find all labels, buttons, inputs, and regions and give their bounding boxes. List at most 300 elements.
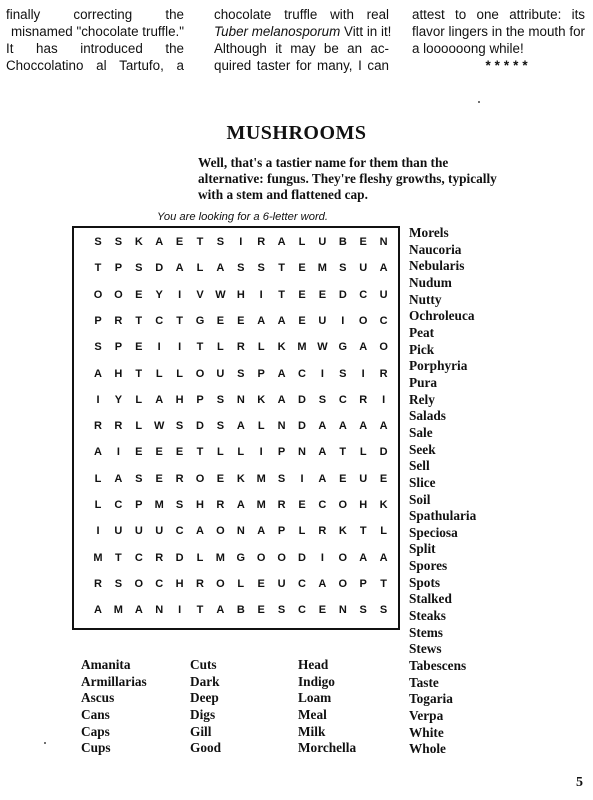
grid-letter: A <box>318 420 327 433</box>
grid-row <box>92 368 392 384</box>
grid-letter: A <box>379 551 388 564</box>
grid-letter: S <box>339 367 347 380</box>
grid-letter: E <box>318 604 327 617</box>
word-item: Meal <box>298 706 327 722</box>
grid-letter: O <box>195 367 205 380</box>
grid-letter: A <box>318 472 327 485</box>
word-item: Nudum <box>409 274 452 290</box>
word-item: Cups <box>81 740 111 756</box>
word-item: Stews <box>409 641 442 657</box>
text-line: Choccolatino al Tartufo, a <box>6 58 184 73</box>
grid-letter: H <box>175 577 184 590</box>
grid-letter: N <box>277 420 286 433</box>
grid-letter: S <box>175 420 184 433</box>
grid-letter: C <box>155 577 164 590</box>
grid-letter: H <box>114 367 123 380</box>
grid-letter: N <box>338 604 347 617</box>
grid-letter: E <box>216 314 225 327</box>
grid-letter: P <box>277 525 286 538</box>
word-item: Spathularia <box>409 508 477 524</box>
grid-letter: D <box>379 446 388 459</box>
latin-tail: Vitt in it! <box>340 24 392 39</box>
grid-letter: A <box>94 446 102 459</box>
grid-letter: T <box>278 262 285 275</box>
grid-letter: U <box>114 525 123 538</box>
grid-letter: K <box>379 499 388 511</box>
grid-letter: U <box>318 314 327 327</box>
word-item: Soil <box>409 491 431 507</box>
text-column-2 <box>214 6 392 74</box>
grid-letter: O <box>93 288 103 301</box>
grid-letter: A <box>236 499 245 511</box>
grid-letter: D <box>298 420 306 433</box>
word-item: Ascus <box>81 690 115 706</box>
grid-letter: M <box>317 262 327 275</box>
grid-letter: T <box>339 446 347 459</box>
grid-letter: B <box>338 236 347 248</box>
grid-letter: O <box>216 525 225 538</box>
print-speck <box>478 101 480 103</box>
grid-letter: C <box>298 604 306 617</box>
grid-letter: U <box>155 525 164 538</box>
grid-letter: A <box>257 525 266 538</box>
grid-letter: E <box>359 236 367 248</box>
word-item: Amanita <box>81 657 131 672</box>
grid-letter: I <box>259 446 263 459</box>
grid-letter: I <box>178 604 182 617</box>
grid-letter: U <box>134 525 143 538</box>
grid-row <box>92 604 392 620</box>
grid-letter: O <box>216 577 225 590</box>
grid-letter: T <box>196 604 204 617</box>
grid-letter: A <box>216 262 225 275</box>
grid-letter: M <box>154 499 164 511</box>
grid-letter: S <box>114 577 123 590</box>
word-item: Spores <box>409 558 448 574</box>
grid-letter: M <box>256 499 266 511</box>
word-item: Deep <box>190 690 219 706</box>
grid-letter: U <box>216 367 225 380</box>
grid-letter: A <box>277 393 286 406</box>
word-item: Stems <box>409 624 443 640</box>
grid-letter: O <box>338 499 348 511</box>
word-item: Tabescens <box>409 658 467 674</box>
grid-letter: S <box>237 262 245 275</box>
word-item: White <box>409 724 444 740</box>
grid-letter: O <box>134 577 144 590</box>
grid-letter: C <box>359 288 368 301</box>
word-item: Split <box>409 541 436 557</box>
word-item: Rely <box>409 391 435 407</box>
grid-letter: R <box>359 393 368 406</box>
grid-letter: R <box>94 420 102 433</box>
text-line: It has introduced the <box>6 41 184 56</box>
grid-letter: V <box>196 288 204 301</box>
word-item: Sell <box>409 458 430 474</box>
grid-letter: O <box>338 577 348 590</box>
grid-letter: G <box>338 341 348 354</box>
print-speck <box>44 742 46 744</box>
word-item: Caps <box>81 723 110 739</box>
latin-name: Tuber melanosporum <box>214 24 341 39</box>
grid-letter: K <box>338 525 347 538</box>
grid-letter: S <box>237 367 245 380</box>
grid-letter: A <box>114 472 123 485</box>
word-list-column-2 <box>190 657 221 757</box>
grid-letter: R <box>277 499 286 511</box>
word-search-grid <box>72 226 400 630</box>
grid-letter: E <box>298 499 306 511</box>
grid-row <box>92 262 392 278</box>
grid-letter: N <box>236 393 245 406</box>
grid-row <box>92 236 392 252</box>
grid-letter: M <box>113 604 123 617</box>
grid-letter: T <box>135 367 143 380</box>
grid-letter: I <box>361 367 365 380</box>
grid-letter: C <box>298 577 306 590</box>
grid-letter: Y <box>155 288 163 301</box>
word-item: Good <box>190 740 222 756</box>
grid-letter: S <box>359 604 367 617</box>
grid-letter: R <box>94 577 102 590</box>
grid-letter: L <box>237 577 245 590</box>
grid-letter: L <box>217 446 224 459</box>
grid-letter: C <box>379 314 388 327</box>
grid-letter: U <box>318 236 327 248</box>
grid-letter: W <box>215 288 226 301</box>
grid-letter: P <box>135 499 143 511</box>
grid-letter: O <box>195 472 205 485</box>
grid-letter: W <box>153 420 165 433</box>
grid-letter: L <box>176 367 183 380</box>
grid-letter: P <box>359 577 367 590</box>
text-line: a loooooong while! <box>412 41 524 56</box>
grid-letter: D <box>155 262 164 275</box>
grid-letter: H <box>196 499 204 511</box>
grid-letter: R <box>175 472 184 485</box>
grid-letter: E <box>237 314 245 327</box>
grid-letter: S <box>135 262 143 275</box>
word-item: Spots <box>409 574 441 590</box>
grid-letter: M <box>215 551 225 564</box>
grid-letter: A <box>277 314 286 327</box>
word-item: Head <box>298 657 329 672</box>
word-item: Steaks <box>409 608 446 624</box>
grid-letter: L <box>135 420 143 433</box>
grid-letter: T <box>380 577 387 590</box>
grid-row <box>92 552 392 568</box>
word-list-column-3 <box>298 657 356 757</box>
word-item: Cuts <box>190 657 217 672</box>
grid-letter: S <box>277 604 286 617</box>
grid-letter: I <box>239 236 243 248</box>
grid-row <box>92 446 392 462</box>
word-item: Morchella <box>298 740 357 756</box>
intro-paragraph: Well, that's a tastier name for them than the alternative: fungus. They're fleshy growths, typically with a stem and flattened cap. <box>198 155 497 202</box>
grid-letter: D <box>196 420 204 433</box>
grid-letter: R <box>216 499 225 511</box>
text-line: flavor lingers in the mouth for <box>412 24 585 39</box>
grid-letter: I <box>178 288 182 301</box>
grid-letter: H <box>175 393 184 406</box>
grid-letter: N <box>236 525 245 538</box>
grid-letter: A <box>175 262 184 275</box>
grid-letter: R <box>155 551 164 564</box>
grid-letter: A <box>236 420 245 433</box>
grid-letter: K <box>277 341 286 354</box>
grid-row <box>92 420 392 436</box>
grid-letter: I <box>320 551 324 564</box>
grid-letter: T <box>176 314 183 327</box>
grid-letter: T <box>359 525 367 538</box>
word-item: Speciosa <box>409 524 458 540</box>
grid-letter: I <box>300 472 304 485</box>
grid-letter: O <box>338 551 348 564</box>
grid-letter: A <box>359 420 368 433</box>
grid-letter: S <box>257 262 265 275</box>
grid-letter: A <box>155 393 164 406</box>
grid-letter: A <box>134 604 143 617</box>
page-title: MUSHROOMS <box>226 122 367 144</box>
grid-letter: L <box>237 446 245 459</box>
grid-letter: S <box>318 393 327 406</box>
grid-letter: E <box>257 604 265 617</box>
grid-letter: A <box>196 525 204 538</box>
grid-letter: M <box>256 472 266 485</box>
grid-letter: S <box>175 499 184 511</box>
grid-letter: A <box>94 604 102 617</box>
grid-letter: T <box>94 262 102 275</box>
grid-letter: D <box>298 393 306 406</box>
grid-letter: G <box>195 314 205 327</box>
word-item: Ochroleuca <box>409 308 475 324</box>
page-number: 5 <box>576 775 583 790</box>
grid-letter: L <box>298 236 306 248</box>
grid-letter: A <box>379 262 388 275</box>
grid-letter: H <box>359 499 368 511</box>
grid-letter: R <box>196 577 204 590</box>
grid-letter: D <box>338 288 347 301</box>
grid-letter: W <box>317 341 328 354</box>
word-item: Digs <box>190 706 216 722</box>
grid-letter: L <box>257 420 265 433</box>
grid-letter: E <box>379 472 388 485</box>
grid-letter: R <box>114 314 123 327</box>
grid-letter: S <box>339 262 347 275</box>
text-line: quired taster for many, I can <box>214 58 389 73</box>
word-item: Loam <box>298 690 332 706</box>
grid-letter: O <box>114 288 123 301</box>
grid-letter: T <box>196 236 204 248</box>
grid-row <box>92 315 392 331</box>
grid-letter: L <box>196 262 204 275</box>
grid-letter: A <box>379 420 388 433</box>
grid-row <box>92 578 392 594</box>
grid-row <box>92 473 392 489</box>
word-item: Naucoria <box>409 241 462 257</box>
grid-letter: D <box>175 551 184 564</box>
grid-letter: E <box>175 446 184 459</box>
grid-letter: T <box>196 341 204 354</box>
grid-letter: L <box>94 472 102 485</box>
grid-letter: I <box>320 367 324 380</box>
grid-letter: S <box>135 472 143 485</box>
text-line: misnamed "chocolate truffle." <box>10 24 184 39</box>
word-item: Armillarias <box>81 673 147 689</box>
section-stars: ***** <box>485 58 532 73</box>
grid-letter: E <box>135 446 143 459</box>
grid-letter: M <box>93 551 103 564</box>
grid-letter: P <box>196 393 204 406</box>
grid-letter: C <box>338 393 347 406</box>
grid-letter: A <box>359 551 368 564</box>
grid-letter: C <box>155 314 164 327</box>
grid-letter: R <box>379 367 388 380</box>
grid-letter: D <box>298 551 306 564</box>
grid-letter: A <box>257 314 266 327</box>
grid-letter: A <box>318 446 327 459</box>
grid-letter: S <box>216 393 225 406</box>
word-item: Nebularis <box>409 258 465 274</box>
grid-letter: R <box>236 341 245 354</box>
word-item: Stalked <box>409 591 452 607</box>
grid-letter: M <box>297 341 307 354</box>
grid-letter: A <box>155 236 164 248</box>
grid-letter: O <box>277 551 286 564</box>
grid-letter: T <box>135 314 143 327</box>
grid-row <box>92 499 392 515</box>
word-item: Taste <box>409 674 439 690</box>
grid-letter: E <box>135 288 143 301</box>
grid-letter: C <box>318 499 327 511</box>
grid-letter: S <box>94 236 102 248</box>
grid-letter: A <box>277 367 286 380</box>
grid-letter: N <box>155 604 164 617</box>
grid-letter: I <box>178 341 182 354</box>
word-item: Sale <box>409 424 433 440</box>
word-item: Pura <box>409 374 438 390</box>
word-item: Milk <box>298 723 326 739</box>
grid-letter: O <box>256 551 266 564</box>
text-line: attest to one attribute: its <box>412 7 585 22</box>
grid-letter: T <box>196 446 204 459</box>
word-item: Slice <box>409 474 436 490</box>
word-list-column-1 <box>81 657 147 757</box>
text-line: Although it may be an ac- <box>214 41 389 56</box>
grid-letter: L <box>380 525 387 538</box>
word-item: Salads <box>409 408 446 424</box>
grid-letter: L <box>359 446 367 459</box>
word-list-right <box>409 225 476 758</box>
grid-letter: R <box>257 236 266 248</box>
grid-letter: E <box>175 236 184 248</box>
grid-letter: T <box>115 551 122 564</box>
grid-letter: A <box>318 577 327 590</box>
grid-letter: S <box>94 341 102 354</box>
grid-letter: O <box>379 341 388 354</box>
grid-letter: E <box>298 314 306 327</box>
grid-letter: A <box>216 604 225 617</box>
grid-letter: E <box>216 472 225 485</box>
grid-letter: N <box>379 236 388 248</box>
word-item: Morels <box>409 225 449 240</box>
grid-letter: C <box>134 551 143 564</box>
grid-letter: U <box>379 288 388 301</box>
grid-letter: C <box>114 499 123 511</box>
grid-letter: U <box>277 577 286 590</box>
puzzle-hint: You are looking for a 6-letter word. <box>157 211 329 223</box>
grid-letter: G <box>236 551 246 564</box>
grid-letter: P <box>257 367 265 380</box>
grid-letter: I <box>157 341 161 354</box>
grid-letter: A <box>359 341 368 354</box>
grid-letter: T <box>278 288 285 301</box>
grid-letter: E <box>155 446 163 459</box>
grid-letter: I <box>382 393 386 406</box>
grid-letter: E <box>298 262 306 275</box>
grid-letter: P <box>94 314 102 327</box>
grid-letter: Y <box>114 393 123 406</box>
grid-letter: K <box>257 393 266 406</box>
word-item: Nutty <box>409 291 442 307</box>
grid-letter: S <box>379 604 388 617</box>
grid-letter: E <box>135 341 143 354</box>
word-item: Indigo <box>298 673 335 689</box>
text-line: finally correcting the <box>6 7 184 22</box>
grid-letter: C <box>298 367 306 380</box>
word-item: Verpa <box>409 708 444 724</box>
text-line: chocolate truffle with real <box>214 7 389 22</box>
grid-letter: L <box>94 499 102 511</box>
grid-row <box>92 289 392 305</box>
word-item: Whole <box>409 741 446 757</box>
grid-letter: B <box>236 604 245 617</box>
grid-letter: P <box>277 446 286 459</box>
grid-letter: L <box>155 367 163 380</box>
word-item: Pick <box>409 341 435 357</box>
text-column-1 <box>6 6 184 74</box>
grid-letter: I <box>341 314 345 327</box>
grid-letter: O <box>358 314 368 327</box>
grid-letter: E <box>318 288 327 301</box>
grid-letter: S <box>114 236 123 248</box>
grid-letter: N <box>298 446 306 459</box>
grid-letter: S <box>216 236 225 248</box>
grid-row <box>92 341 392 357</box>
word-item: Porphyria <box>409 358 468 374</box>
grid-letter: L <box>217 341 224 354</box>
word-item: Cans <box>81 706 110 722</box>
grid-letter: I <box>96 525 100 538</box>
word-item: Gill <box>190 723 212 739</box>
grid-letter: U <box>359 262 368 275</box>
grid-letter: C <box>175 525 184 538</box>
grid-letter: L <box>135 393 143 406</box>
text-column-3 <box>412 6 585 74</box>
grid-letter: P <box>114 262 123 275</box>
grid-letter: E <box>339 472 347 485</box>
grid-letter: S <box>216 420 225 433</box>
grid-letter: A <box>94 367 102 380</box>
grid-letter: E <box>298 288 306 301</box>
grid-letter: A <box>277 236 286 248</box>
grid-letter: H <box>236 288 245 301</box>
text-line <box>214 23 392 40</box>
grid-letter: E <box>257 577 265 590</box>
grid-row <box>92 525 392 541</box>
grid-letter: L <box>257 341 265 354</box>
word-item: Dark <box>190 673 220 689</box>
